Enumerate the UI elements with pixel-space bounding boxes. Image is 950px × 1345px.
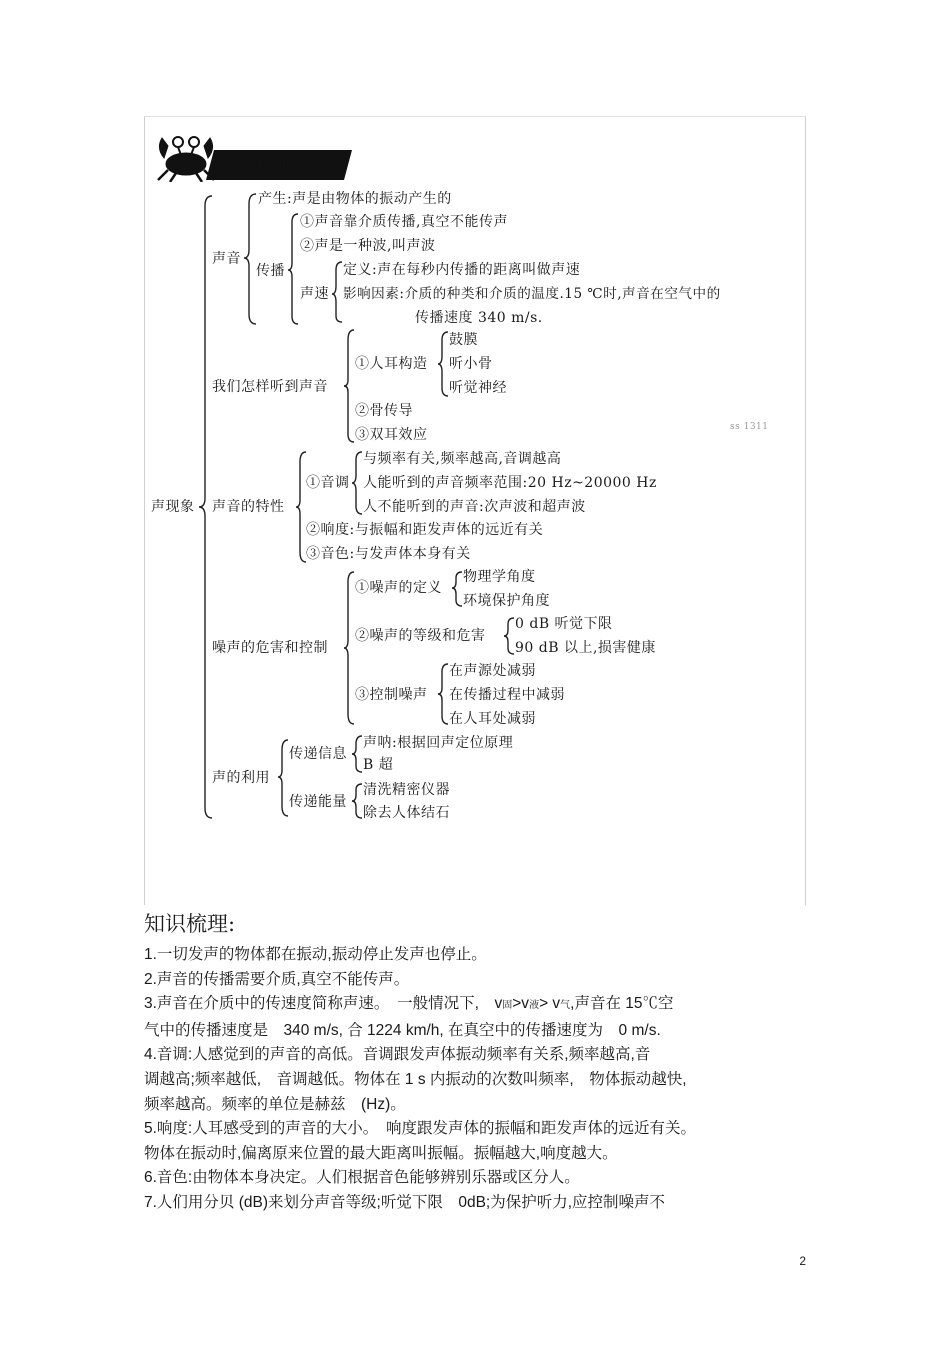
note-3-sub-solid: 固 (502, 1000, 513, 1012)
node-pitch-2: 人能听到的声音频率范围:20 Hz~20000 Hz (363, 475, 657, 491)
page-number: 2 (799, 1254, 806, 1268)
node-energy-2: 除去人体结石 (363, 805, 450, 821)
notes-body (144, 943, 812, 1216)
node-noise-def-2: 环境保护角度 (463, 593, 550, 609)
note-1: 1.一切发声的物体都在振动,振动停止发声也停止。 (144, 946, 487, 963)
banner-title: 知识网络 (230, 152, 331, 178)
note-3-sub-gas: 气 (560, 1000, 571, 1012)
node-bone: ②骨传导 (355, 403, 413, 419)
node-sound: 声音 (212, 251, 241, 267)
node-noise-level: ②噪声的等级和危害 (355, 628, 486, 644)
node-timbre: ③音色:与发声体本身有关 (306, 546, 471, 562)
note-3-a: 3.声音在介质中的传速度简称声速。 一般情况下, v (144, 995, 503, 1013)
node-noise: 噪声的危害和控制 (212, 640, 328, 656)
section-title: 知识梳理: (144, 912, 236, 936)
node-speed-value: 传播速度 340 m/s. (415, 310, 543, 326)
node-control-1: 在声源处减弱 (449, 663, 536, 679)
node-pitch: ①音调 (306, 475, 350, 491)
node-pitch-1: 与频率有关,频率越高,音调越高 (363, 451, 562, 467)
note-3-cont: 气中的传播速度是 340 m/s, 合 1224 km/h, 在真空中的传播速度为 0 m/s. (144, 1021, 661, 1039)
node-binaural: ③双耳效应 (355, 427, 428, 443)
node-propagation: 传播 (256, 263, 285, 279)
note-7: 7.人们用分贝 (dB)来划分声音等级;听觉下限 0dB;为保护听力,应控制噪声不 (144, 1193, 666, 1211)
node-loudness: ②响度:与振幅和距发声体的远近有关 (306, 522, 544, 538)
note-3-d: ,声音在 15℃空 (570, 995, 674, 1013)
note-3 (144, 992, 812, 1019)
node-speed-def: 定义:声在每秒内传播的距离叫做声速 (343, 262, 581, 278)
node-prop1: ①声音靠介质传播,真空不能传声 (300, 214, 508, 230)
node-pitch-3: 人不能听到的声音:次声波和超声波 (363, 499, 586, 515)
node-features: 声音的特性 (212, 499, 285, 515)
node-info-1: 声呐:根据回声定位原理 (363, 735, 514, 751)
node-speed: 声速 (300, 286, 329, 302)
node-noise-control: ③控制噪声 (355, 687, 428, 703)
note-4-line-3: 频率越高。频率的单位是赫兹 (Hz)。 (144, 1095, 406, 1113)
stray-mark: ss 1311 (730, 422, 769, 432)
node-ear-part-3: 听觉神经 (449, 380, 507, 396)
node-control-2: 在传播过程中减弱 (449, 687, 565, 703)
node-energy-1: 清洗精密仪器 (363, 782, 450, 798)
node-info-2: B 超 (363, 757, 394, 773)
node-noise-def-1: 物理学角度 (463, 569, 536, 585)
node-noise-level-2: 90 dB 以上,损害健康 (515, 640, 656, 656)
note-4-line-2: 调越高;频率越低, 音调越低。物体在 1 s 内振动的次数叫频率, 物体振动越快, (144, 1070, 687, 1088)
node-use: 声的利用 (212, 770, 270, 786)
node-info: 传递信息 (289, 746, 347, 762)
note-3-sub-liquid: 液 (529, 1000, 540, 1012)
note-4-line-1: 4.音调:人感觉到的声音的高低。音调跟发声体振动频率有关系,频率越高,音 (144, 1046, 651, 1064)
node-ear-part-1: 鼓膜 (449, 332, 478, 348)
note-6: 6.音色:由物体本身决定。人们根据音色能够辨别乐器或区分人。 (144, 1169, 580, 1187)
node-ear: ①人耳构造 (355, 356, 428, 372)
note-3-c: > v (539, 995, 561, 1013)
node-noise-level-1: 0 dB 听觉下限 (515, 616, 613, 632)
note-3-b: >v (512, 995, 530, 1013)
note-5-line-1: 5.响度:人耳感受到的声音的大小。 响度跟发声体的振幅和距发声体的远近有关。 (144, 1120, 696, 1138)
node-prop2: ②声是一种波,叫声波 (300, 238, 436, 254)
node-energy: 传递能量 (289, 794, 347, 810)
node-control-3: 在人耳处减弱 (449, 711, 536, 727)
node-hearing: 我们怎样听到声音 (212, 379, 328, 395)
node-production: 产生:声是由物体的振动产生的 (258, 191, 452, 207)
root-node: 声现象 (151, 499, 195, 515)
note-2: 2.声音的传播需要介质,真空不能传声。 (144, 970, 410, 988)
node-noise-def: ①噪声的定义 (355, 580, 442, 596)
node-speed-factor: 影响因素:介质的种类和介质的温度.15 ℃时,声音在空气中的 (343, 286, 721, 302)
note-5-line-2: 物体在振动时,偏离原来位置的最大距离叫振幅。振幅越大,响度越大。 (144, 1144, 618, 1162)
node-ear-part-2: 听小骨 (449, 356, 493, 372)
